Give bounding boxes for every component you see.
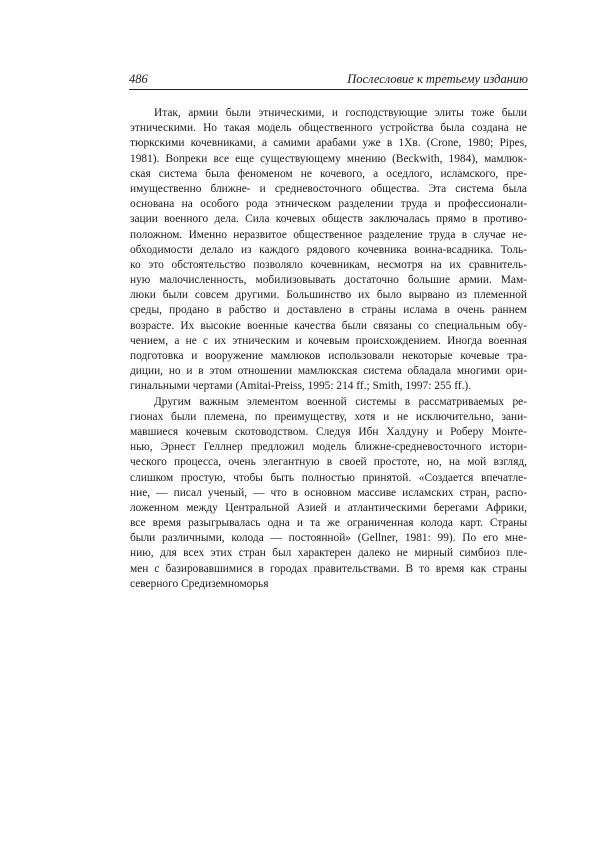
text-line: слишком простую, чтобы быть полностью принятой. «Создается впечатле- xyxy=(130,471,527,484)
paragraph-1 xyxy=(130,106,527,395)
text-line: люки были совсем другими. Большинство их было вырвано из племенной xyxy=(130,289,527,302)
text-line: подготовка и вооружение мамлюков использовали некоторые кочевые тра- xyxy=(130,350,527,362)
text-line: Итак, армии были этническими, и господствующие элиты тоже были xyxy=(154,107,527,119)
text-line: ческого процесса, очень элегантную в своей простоте, но, на мой взгляд, xyxy=(130,456,527,469)
text-line: ская система была феноменом не кочевого, а оседлого, исламского, пре- xyxy=(130,167,527,180)
text-line: мавшиеся кочевым скотоводством. Следуя Ибн Халдуну и Роберу Монте- xyxy=(130,425,527,438)
page-number: 486 xyxy=(129,72,148,86)
text-line: имущественно ближне- и средневосточного общества. Эта система была xyxy=(130,182,527,195)
text-line: мен с базировавшимися в городах правительствами. В то время как страны xyxy=(130,562,527,575)
text-line: чением, а не с их этническим и кочевым происхождением. Иногда военная xyxy=(130,334,527,347)
text-line: этническими. Но такая модель общественного устройства была создана не xyxy=(130,122,527,135)
text-line: ложенном между Центральной Азией и атлантическими берегами Африки, xyxy=(130,501,527,514)
text-line: среды, продано в рабство и доставлено в страны ислама в очень раннем xyxy=(130,304,527,317)
body-text xyxy=(130,106,527,592)
text-line: северного Средиземноморья xyxy=(130,577,269,590)
paragraph-2 xyxy=(130,395,527,592)
text-line: тюркскими кочевниками, а самими арабами уже в 1Хв. (Crone, 1980; Pipes, xyxy=(130,137,527,150)
text-line: диции, но и в этом отношении мамлюкская система обладала многими ори- xyxy=(130,365,527,378)
text-line: возрасте. Их высокие военные качества были связаны со специальным обу- xyxy=(130,319,527,332)
text-line: гинальными чертами (Amitai-Preiss, 1995: 214 ff.; Smith, 1997: 255 ff.). xyxy=(130,380,472,393)
running-head xyxy=(129,70,528,88)
text-line: Другим важным элементом военной системы в рассматриваемых ре- xyxy=(154,395,527,408)
text-line: положном. Именно неразвитое общественное разделение труда в случае не- xyxy=(130,228,527,241)
section-title: Послесловие к третьему изданию xyxy=(347,72,528,86)
text-line: 1981). Вопреки все еще существующему мнению (Beckwith, 1984), мамлюк- xyxy=(130,152,527,165)
text-line: ко это обстоятельство позволяло кочевникам, несмотря на их сравнитель- xyxy=(130,258,527,271)
text-line: зации военного дела. Сила кочевых обществ заключалась прямо в противо- xyxy=(130,213,527,226)
header-rule xyxy=(129,89,528,90)
text-line: основана на особого рода этническом разделении труда и профессионали- xyxy=(130,198,527,211)
text-line: обходимости делало из каждого рядового кочевника воина-всадника. Толь- xyxy=(130,243,527,256)
text-line: гионах были племена, по преимуществу, хотя и не исключительно, зани- xyxy=(130,410,527,423)
text-line: были различными, колода — постоянной» (Gellner, 1981: 99). По его мне- xyxy=(130,532,527,545)
text-line: ние, — писал ученый, — что в основном массиве исламских стран, распо- xyxy=(130,486,527,499)
text-line: нью, Эрнест Геллнер предложил модель ближне-средневосточного истори- xyxy=(130,441,527,454)
text-line: все время разыгрывалась одна и та же ограниченная колода карт. Страны xyxy=(130,517,527,530)
text-line: нию, для всех этих стран был характерен далеко не мирный симбиоз пле- xyxy=(130,547,527,560)
text-line: ную малочисленность, мобилизовывать достаточно большие армии. Мам- xyxy=(130,274,527,287)
